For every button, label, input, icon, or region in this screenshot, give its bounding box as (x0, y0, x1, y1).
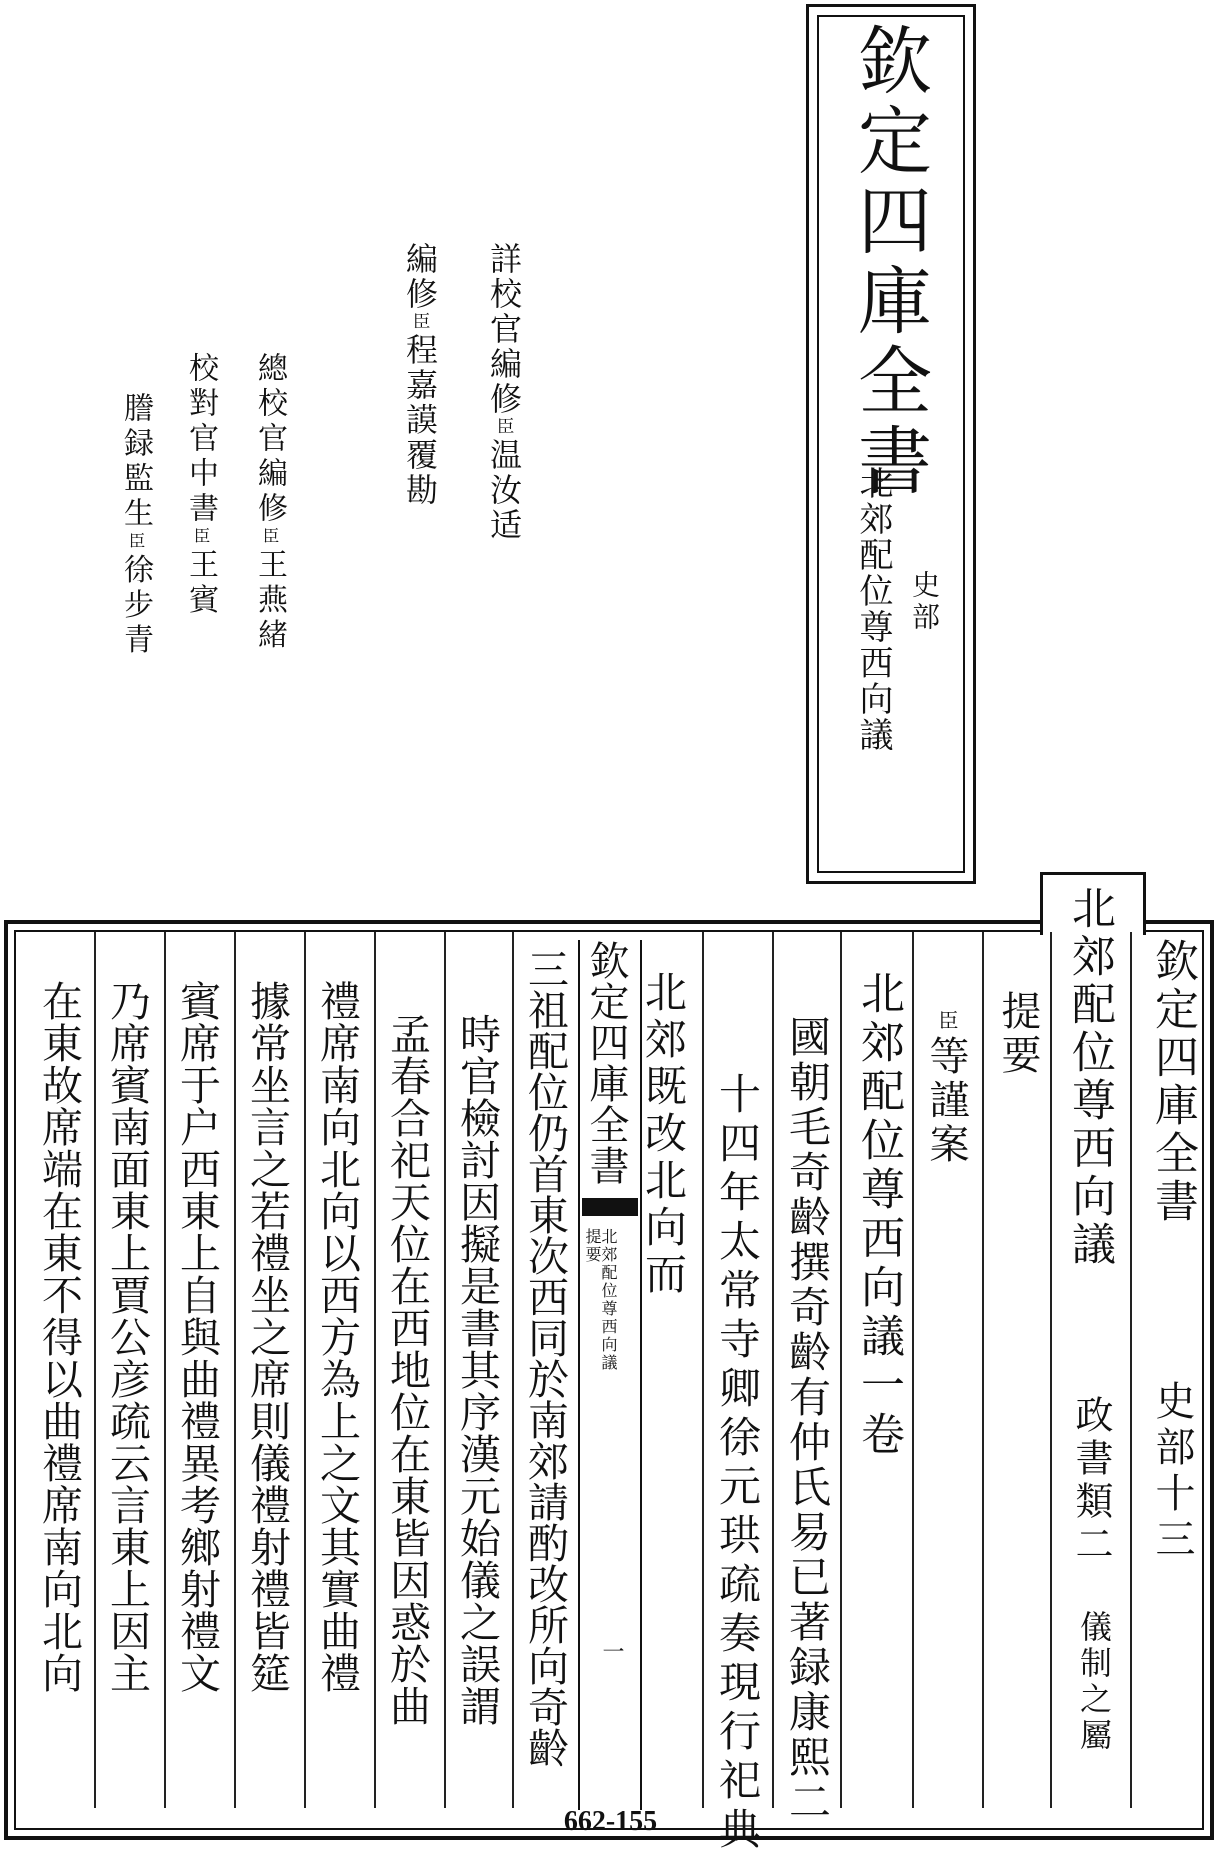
column-rule (840, 932, 842, 1808)
text-col-10: 賓席于户西東上自與曲禮異考鄉射禮文 (173, 980, 221, 1694)
official-rank: 臣 (494, 417, 514, 438)
header-title: 欽定四庫全書 (1147, 938, 1198, 1226)
center-subtitle (600, 1228, 616, 1372)
text-col-4: 北郊既改北向而 (639, 970, 688, 1299)
text-col-9: 據常坐言之若禮坐之席則儀禮射禮皆筵 (243, 980, 291, 1694)
column-rule (702, 932, 704, 1808)
tiyao-label: 提要 (995, 990, 1041, 1078)
official-name: 徐步青 (118, 553, 153, 659)
column-rule (912, 932, 914, 1808)
column-rule (982, 932, 984, 1808)
tab-title: 北郊配位尊西向議 (1064, 885, 1115, 1269)
column-rule (234, 932, 236, 1808)
classification-sub: 儀制之屬 (1075, 1610, 1113, 1754)
text-col-11: 乃席賓南面東上賈公彦疏云言東上因主 (103, 980, 151, 1694)
text-col-12: 在東故席端在東不得以曲禮席南向北向 (35, 980, 83, 1694)
text-col-3: 十四年太常寺卿徐元珙疏奏現行祀典 (713, 1072, 762, 1856)
fish-tail-mark (582, 1198, 638, 1216)
official-role: 謄録監生 (118, 392, 153, 532)
official-name: 温汝适 (485, 437, 523, 543)
official-role: 總校官編修 (252, 352, 287, 527)
official-role: 校對官中書 (183, 352, 218, 527)
official-name: 王賓 (183, 548, 218, 619)
text-col-5: 三祖配位仍首東次西同於南郊請酌改所向奇齡 (521, 948, 569, 1768)
column-rule (772, 932, 774, 1808)
column-rule (94, 932, 96, 1808)
center-subtitle-text: 北郊配位尊西向議 (599, 1228, 618, 1372)
official-name: 程嘉謨覆勘 (401, 332, 439, 508)
official-1 (485, 242, 523, 543)
column-rule (164, 932, 166, 1808)
text-col-book: 北郊配位尊西向議一卷 (853, 970, 904, 1460)
column-rule (1050, 932, 1052, 1808)
column-rule (374, 932, 376, 1808)
official-3 (252, 352, 287, 654)
column-rule (304, 932, 306, 1808)
official-role: 詳校官編修 (485, 242, 523, 417)
center-subtitle-2: 提要 (583, 1228, 602, 1264)
center-title: 欽定四庫全書 (583, 940, 629, 1186)
text-col-6: 時官檢討因擬是書其序漢元始儀之誤謂 (453, 1013, 501, 1727)
text-col-author: 國朝毛奇齡撰奇齡有仲氏易已著録康熙二 (783, 1015, 832, 1825)
text-col-8: 禮席南向北向以西方為上之文其實曲禮 (313, 980, 361, 1694)
official-2 (401, 242, 439, 508)
cover-subtitle: 北郊配位尊西向議 (853, 465, 893, 753)
official-rank: 臣 (260, 527, 279, 549)
official-rank: 臣 (191, 527, 210, 549)
chen-mark: 臣 (935, 1010, 959, 1030)
text-col-7: 孟春合祀天位在西地位在東皆因惑於曲 (383, 1013, 431, 1727)
header-section: 史部十三 (1149, 1380, 1195, 1564)
dengjinan-label: 等謹案 (923, 1035, 969, 1167)
cover-title: 欽定四庫全書 (846, 22, 932, 502)
classification: 政書類二 (1069, 1395, 1113, 1567)
center-page-number: 一 (599, 1640, 624, 1662)
official-role: 編修 (401, 242, 439, 312)
official-rank: 臣 (410, 312, 430, 333)
column-rule (512, 932, 514, 1808)
official-5 (118, 392, 153, 659)
page-footer-number: 662-155 (563, 1806, 658, 1837)
column-rule (1130, 932, 1132, 1808)
official-rank: 臣 (126, 532, 145, 554)
column-rule (444, 932, 446, 1808)
cover-category: 史部 (908, 570, 941, 634)
official-name: 王燕緒 (252, 548, 287, 654)
official-4 (183, 352, 218, 619)
